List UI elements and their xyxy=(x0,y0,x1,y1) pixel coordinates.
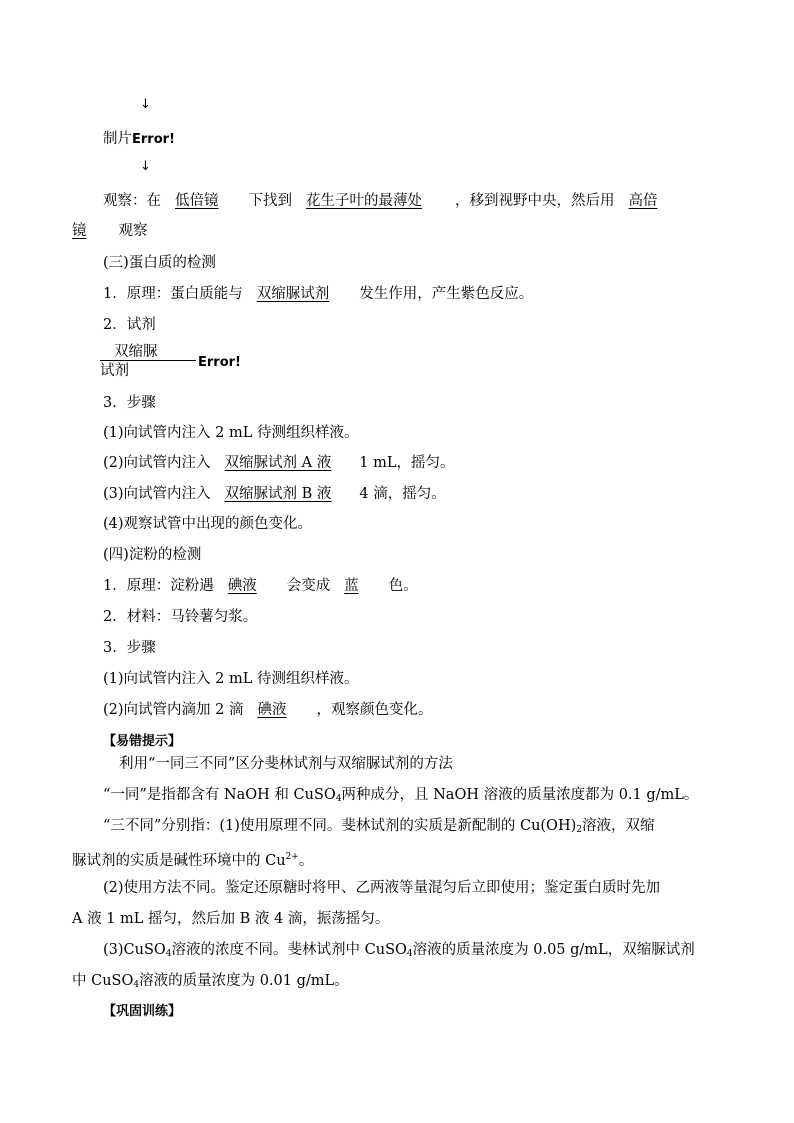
observation-line: 观察：在 低倍镜 下找到 花生子叶的最薄处 ，移到视野中央，然后用 高倍 xyxy=(103,193,658,209)
tip-intro: 利用“一同三不同”区分斐林试剂与双缩脲试剂的方法 xyxy=(119,756,453,772)
blank-low-power: 低倍镜 xyxy=(175,193,219,209)
reagent-error-field: Error! xyxy=(198,355,241,370)
tip-line-4: (2)使用方法不同。鉴定还原糖时将甲、乙两液等量混匀后立即使用；鉴定蛋白质时先加 xyxy=(103,880,661,896)
practice-heading: 【巩固训练】 xyxy=(103,1004,182,1019)
blank-iodine-2: 碘液 xyxy=(257,702,287,718)
protein-step-3: (3)向试管内注入 双缩脲试剂 B 液 4 滴，摇匀。 xyxy=(103,486,446,502)
tip-line-5: A 液 1 mL 摇匀，然后加 B 液 4 滴，振荡摇匀。 xyxy=(72,911,390,927)
tip-line-1: “一同”是指都含有 NaOH 和 CuSO$_4$两种成分，且 NaOH 溶液的质量浓度都为 0.1 g/mL。 xyxy=(103,787,699,804)
section-protein-heading: (三)蛋白质的检测 xyxy=(103,255,216,271)
blank-blue: 蓝 xyxy=(344,578,359,594)
reagent-fraction-bottom: 试剂 xyxy=(100,363,129,379)
blank-high-power: 高倍 xyxy=(628,193,658,209)
protein-steps-title: 3．步骤 xyxy=(103,395,156,411)
starch-step-1: (1)向试管内注入 2 mL 待测组织样液。 xyxy=(103,671,359,687)
error-field: Error! xyxy=(132,132,175,147)
starch-material: 2．材料：马铃薯匀浆。 xyxy=(103,609,258,625)
blank-iodine: 碘液 xyxy=(227,578,257,594)
reagent-fraction-top: 双缩脲 xyxy=(100,344,196,361)
down-arrow: ↓ xyxy=(140,97,151,112)
blank-high-power-cont: 镜 xyxy=(72,223,87,239)
observation-line-2: 镜 观察 xyxy=(72,223,148,239)
tip-line-7: 中 CuSO$_4$溶液的质量浓度为 0.01 g/mL。 xyxy=(72,973,349,990)
starch-steps-title: 3．步骤 xyxy=(103,640,156,656)
protein-step-2: (2)向试管内注入 双缩脲试剂 A 液 1 mL，摇匀。 xyxy=(103,455,455,471)
protein-step-1: (1)向试管内注入 2 mL 待测组织样液。 xyxy=(103,425,359,441)
blank-thinnest-part: 花生子叶的最薄处 xyxy=(306,193,422,209)
protein-step-4: (4)观察试管中出现的颜色变化。 xyxy=(103,516,313,532)
protein-principle: 1．原理：蛋白质能与 双缩脲试剂 发生作用，产生紫色反应。 xyxy=(103,286,534,302)
tip-line-2: “三不同”分别指：(1)使用原理不同。斐林试剂的实质是新配制的 $Cu(OH)_2$溶液，双缩 xyxy=(103,818,655,835)
tip-heading: 【易错提示】 xyxy=(103,734,182,749)
starch-principle: 1．原理：淀粉遇 碘液 会变成 蓝 色。 xyxy=(103,578,418,594)
blank-biuret: 双缩脲试剂 xyxy=(256,286,330,302)
section-starch-heading: (四)淀粉的检测 xyxy=(103,547,202,563)
tip-line-6: (3)CuSO$_4$溶液的浓度不同。斐林试剂中 CuSO$_4$溶液的质量浓度为 0.05 g/mL，双缩脲试剂 xyxy=(103,942,695,959)
protein-reagent-title: 2．试剂 xyxy=(103,317,156,333)
tip-line-3: 脲试剂的实质是碱性环境中的 $Cu^{2+}$。 xyxy=(72,852,314,869)
starch-step-2: (2)向试管内滴加 2 滴 碘液 ，观察颜色变化。 xyxy=(103,702,433,718)
slide-step: 制片Error! xyxy=(103,131,175,147)
down-arrow-2: ↓ xyxy=(140,159,151,174)
blank-biuret-a: 双缩脲试剂 A 液 xyxy=(224,455,332,471)
blank-biuret-b: 双缩脲试剂 B 液 xyxy=(224,486,332,502)
